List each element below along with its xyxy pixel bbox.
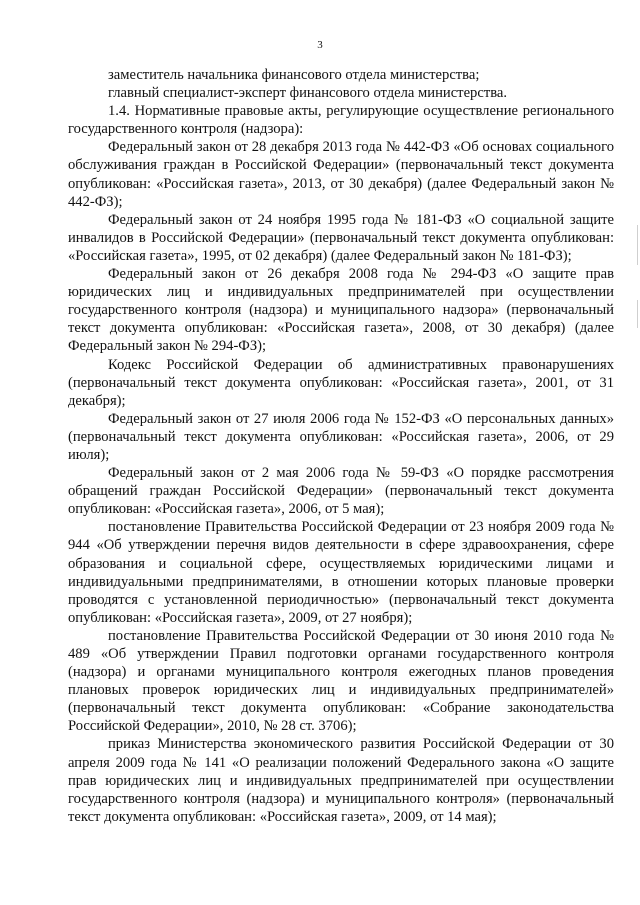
paragraph-section-1-4: 1.4. Нормативные правовые акты, регулирующие осуществление регионального государственного контроля (надзора): (68, 103, 614, 138)
paragraph-koap: Кодекс Российской Федерации об административных правонарушениях (первоначальный текст документа опубликован: «Российская газета», 2001, от 31 декабря); (68, 356, 614, 409)
scan-edge-mark (637, 300, 638, 328)
paragraph-law-294: Федеральный закон от 26 декабря 2008 года № 294-ФЗ «О защите прав юридических лиц и индивидуальных предпринимателей при осуществлении государственного контроля (надзора) и муниципального надзора» (первоначальный текст документа опубликован: «Российская газета», 2008, от 30 декабря) (далее Федеральный закон № 294-ФЗ); (68, 266, 614, 355)
paragraph-law-152: Федеральный закон от 27 июля 2006 года № 152-ФЗ «О персональных данных» (первоначальный текст документа опубликован: «Российская газета», 2006, от 29 июля); (68, 410, 614, 463)
paragraph-chief-specialist: главный специалист-эксперт финансового отдела министерства. (108, 85, 508, 102)
paragraph-law-181: Федеральный закон от 24 ноября 1995 года № 181-ФЗ «О социальной защите инвалидов в Российской Федерации» (первоначальный текст документа опубликован: «Российская газета», 1995, от 02 декабря) (далее Федеральный закон № 181-ФЗ); (68, 211, 614, 264)
document-body (68, 66, 614, 826)
paragraph-law-442: Федеральный закон от 28 декабря 2013 года № 442-ФЗ «Об основах социального обслуживания граждан в Российской Федерации» (первоначальный текст документа опубликован: «Российская газета», 2013, от 30 декабря) (далее Федеральный закон № 442-ФЗ); (68, 139, 614, 210)
paragraph-resolution-944: постановление Правительства Российской Федерации от 23 ноября 2009 года № 944 «Об утверждении перечня видов деятельности в сфере здравоохранения, сфере образования и социальной сфере, осуществляемых юридическими лицами и индивидуальными предпринимателями, в отношении которых плановые проверки проводятся с установленной периодичностью» (первоначальный текст документа опубликован: «Российская газета», 2009, от 27 ноября); (68, 519, 614, 626)
paragraph-law-59: Федеральный закон от 2 мая 2006 года № 59-ФЗ «О порядке рассмотрения обращений граждан Российской Федерации» (первоначальный текст документа опубликован: «Российская газета», 2006, от 5 мая); (68, 465, 614, 518)
paragraph-resolution-489: постановление Правительства Российской Федерации от 30 июня 2010 года № 489 «Об утверждении Правил подготовки органами государственного контроля (надзора) и органами муниципального контроля ежегодных планов проведения плановых проверок юридических лиц и индивидуальных предпринимателей» (первоначальный текст документа опубликован: «Собрание законодательства Российской Федерации», 2010, № 28 ст. 3706); (68, 627, 614, 735)
paragraph-order-141: приказ Министерства экономического развития Российской Федерации от 30 апреля 2009 года № 141 «О реализации положений Федерального закона «О защите прав юридических лиц и индивидуальных предпринимателей при осуществлении государственного контроля (надзора) и муниципального контроля» (первоначальный текст документа опубликован: «Российская газета», 2009, от 14 мая); (68, 736, 614, 825)
paragraph-deputy-head: заместитель начальника финансового отдела министерства; (108, 67, 480, 83)
scan-edge-mark (637, 225, 638, 265)
page-number: 3 (317, 39, 323, 51)
